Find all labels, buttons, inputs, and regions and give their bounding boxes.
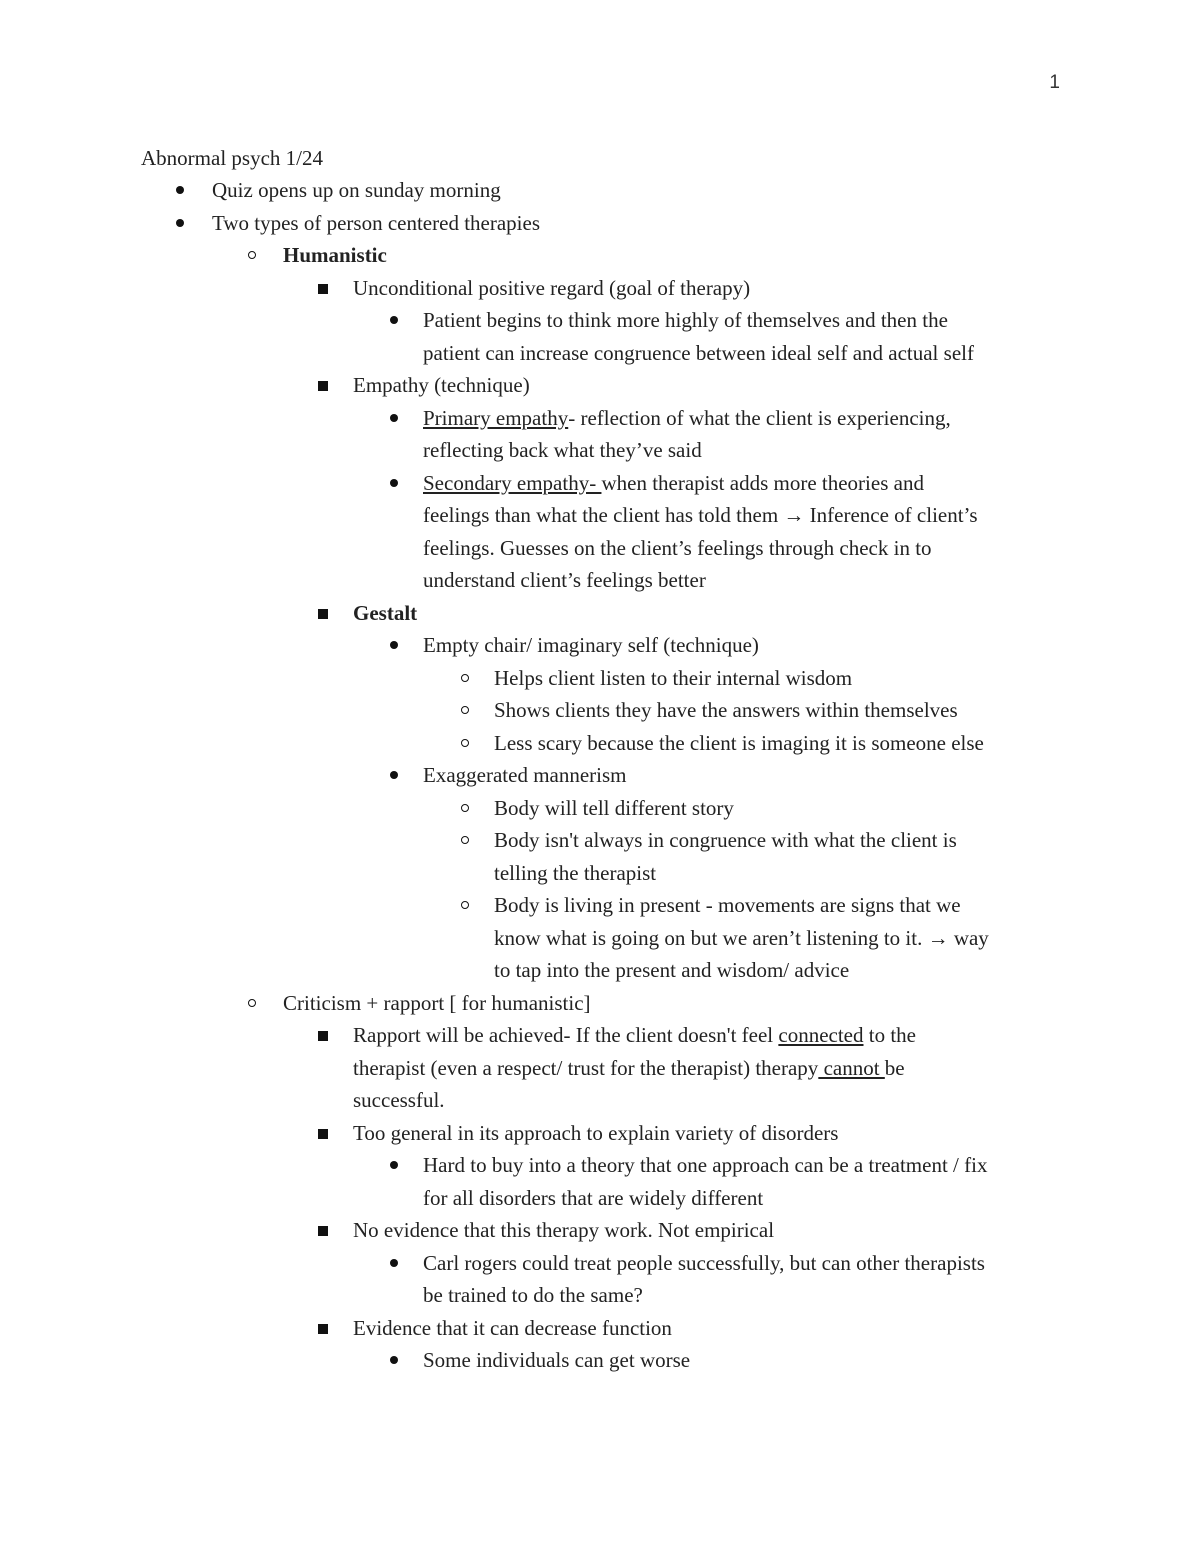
outline-item (0, 304, 1200, 369)
text-run: No evidence that this therapy work. Not empirical (353, 1218, 775, 1242)
text-run: Hard to buy into a theory that one approach can be a treatment / fix (423, 1153, 988, 1177)
text-run: Two types of person centered therapies (212, 210, 540, 235)
outline-item (0, 694, 1200, 727)
text-run: feelings than what the client has told them → Inference of client’s (423, 503, 978, 527)
outline-item (0, 1214, 1200, 1247)
outline-item-text (0, 1052, 1200, 1085)
outline-item (0, 889, 1200, 987)
circle-bullet-icon (248, 999, 256, 1007)
text-run: Less scary because the client is imaging it is someone else (494, 730, 984, 755)
text-run: Helps client listen to their internal wisdom (494, 665, 853, 690)
outline-item-text (0, 1344, 1200, 1377)
outline-item (0, 824, 1200, 889)
circle-bullet-icon (461, 804, 469, 812)
text-run: know what is going on but we aren’t listening to it. → way (494, 925, 989, 950)
outline-item (0, 467, 1200, 597)
page-number: 1 (1049, 72, 1060, 93)
outline-item-text (0, 1182, 1200, 1215)
text-run: Body isn't always in congruence with what the client is (494, 828, 957, 852)
circle-bullet-icon (461, 674, 469, 682)
text-run: Exaggerated mannerism (423, 763, 627, 787)
outline-item-text (0, 272, 1200, 305)
square-bullet-icon (318, 609, 328, 619)
bold-heading: Gestalt (353, 600, 418, 625)
page-title: Abnormal psych 1/24 (141, 146, 323, 170)
outline-item (0, 1312, 1200, 1345)
text-run: Carl rogers could treat people successfully, but can other therapists (423, 1250, 985, 1275)
text-run: - reflection of what the client is experiencing, (568, 405, 951, 430)
square-bullet-icon (318, 1031, 328, 1041)
text-run: patient can increase congruence between ideal self and actual self (423, 340, 974, 365)
disc-bullet-icon (176, 219, 184, 227)
outline-item-text (0, 857, 1200, 890)
disc-bullet-icon (390, 1161, 398, 1169)
outline-item (0, 1344, 1200, 1377)
outline-item-text (0, 467, 1200, 500)
outline-item-text (0, 824, 1200, 857)
disc-bullet-icon (390, 1259, 398, 1267)
square-bullet-icon (318, 381, 328, 391)
square-bullet-icon (318, 284, 328, 294)
text-run: therapist (even a respect/ trust for the therapist) therapy (353, 1055, 819, 1080)
outline-item-text (0, 694, 1200, 727)
outline-item-text (0, 1279, 1200, 1312)
outline-item-text (0, 629, 1200, 662)
outline-item (0, 402, 1200, 467)
text-run: Unconditional positive regard (goal of therapy) (353, 275, 751, 300)
square-bullet-icon (318, 1129, 328, 1139)
outline-item (0, 759, 1200, 792)
notes-outline (0, 174, 1200, 1377)
bold-heading: Humanistic (283, 243, 387, 267)
text-run: to the (863, 1023, 916, 1047)
outline-item-text (0, 1312, 1200, 1345)
outline-item-text (0, 532, 1200, 565)
outline-item-text (0, 727, 1200, 760)
disc-bullet-icon (390, 479, 398, 487)
text-run: Evidence that it can decrease function (353, 1315, 672, 1340)
text-run: understand client’s feelings better (423, 568, 706, 592)
outline-item-text (0, 597, 1200, 630)
outline-item (0, 1149, 1200, 1214)
text-run: Empathy (technique) (353, 373, 530, 397)
outline-item-text (0, 1247, 1200, 1280)
outline-item-text (0, 1019, 1200, 1052)
outline-item (0, 1247, 1200, 1312)
underlined-text: connected (778, 1023, 864, 1047)
text-run: for all disorders that are widely different (423, 1185, 764, 1210)
underlined-text: cannot (818, 1055, 885, 1080)
disc-bullet-icon (390, 1356, 398, 1364)
circle-bullet-icon (461, 836, 469, 844)
disc-bullet-icon (390, 414, 398, 422)
outline-item-text (0, 1084, 1200, 1117)
outline-item (0, 207, 1200, 240)
text-run: Empty chair/ imaginary self (technique) (423, 633, 759, 657)
text-run: Criticism + rapport [ for humanistic] (283, 990, 591, 1015)
outline-item-text (0, 434, 1200, 467)
text-run: Some individuals can get worse (423, 1348, 691, 1372)
text-run: Shows clients they have the answers within themselves (494, 698, 958, 722)
outline-item-text (0, 1214, 1200, 1247)
outline-item-text (0, 922, 1200, 955)
text-run: be (884, 1055, 905, 1080)
text-run: Quiz opens up on sunday morning (212, 178, 501, 202)
outline-item (0, 272, 1200, 305)
outline-item-text (0, 369, 1200, 402)
outline-item-text (0, 889, 1200, 922)
disc-bullet-icon (390, 316, 398, 324)
outline-item-text (0, 239, 1200, 272)
text-run: Rapport will be achieved- If the client doesn't feel (353, 1023, 779, 1047)
text-run: successful. (353, 1088, 445, 1112)
outline-item (0, 597, 1200, 630)
outline-item (0, 174, 1200, 207)
disc-bullet-icon (176, 186, 184, 194)
square-bullet-icon (318, 1226, 328, 1236)
outline-item (0, 792, 1200, 825)
text-run: Patient begins to think more highly of themselves and then the (423, 308, 948, 332)
disc-bullet-icon (390, 771, 398, 779)
text-run: Too general in its approach to explain variety of disorders (353, 1120, 839, 1145)
underlined-text: Secondary empathy- (423, 470, 602, 495)
outline-item-text (0, 662, 1200, 695)
outline-item (0, 727, 1200, 760)
disc-bullet-icon (390, 641, 398, 649)
text-run: feelings. Guesses on the client’s feelings through check in to (423, 535, 932, 560)
text-run: be trained to do the same? (423, 1283, 643, 1307)
circle-bullet-icon (461, 739, 469, 747)
outline-item (0, 662, 1200, 695)
text-run: Body will tell different story (494, 795, 734, 820)
outline-item-text (0, 759, 1200, 792)
outline-item (0, 1019, 1200, 1117)
outline-item-text (0, 499, 1200, 532)
outline-item-text (0, 564, 1200, 597)
text-run: Body is living in present - movements are signs that we (494, 893, 961, 917)
text-run: when therapist adds more theories and (601, 470, 924, 495)
outline-item-text (0, 1149, 1200, 1182)
text-run: reflecting back what they’ve said (423, 438, 702, 462)
square-bullet-icon (318, 1324, 328, 1334)
underlined-text: Primary empathy (423, 405, 569, 430)
circle-bullet-icon (461, 706, 469, 714)
outline-item-text (0, 337, 1200, 370)
outline-item-text (0, 304, 1200, 337)
outline-item-text (0, 987, 1200, 1020)
outline-item-text (0, 954, 1200, 987)
outline-item (0, 629, 1200, 662)
outline-item-text (0, 402, 1200, 435)
outline-item (0, 239, 1200, 272)
circle-bullet-icon (461, 901, 469, 909)
outline-item (0, 369, 1200, 402)
text-run: telling the therapist (494, 860, 657, 885)
circle-bullet-icon (248, 251, 256, 259)
outline-item (0, 987, 1200, 1020)
outline-item-text (0, 792, 1200, 825)
outline-item (0, 1117, 1200, 1150)
text-run: to tap into the present and wisdom/ advice (494, 958, 850, 982)
outline-item-text (0, 1117, 1200, 1150)
